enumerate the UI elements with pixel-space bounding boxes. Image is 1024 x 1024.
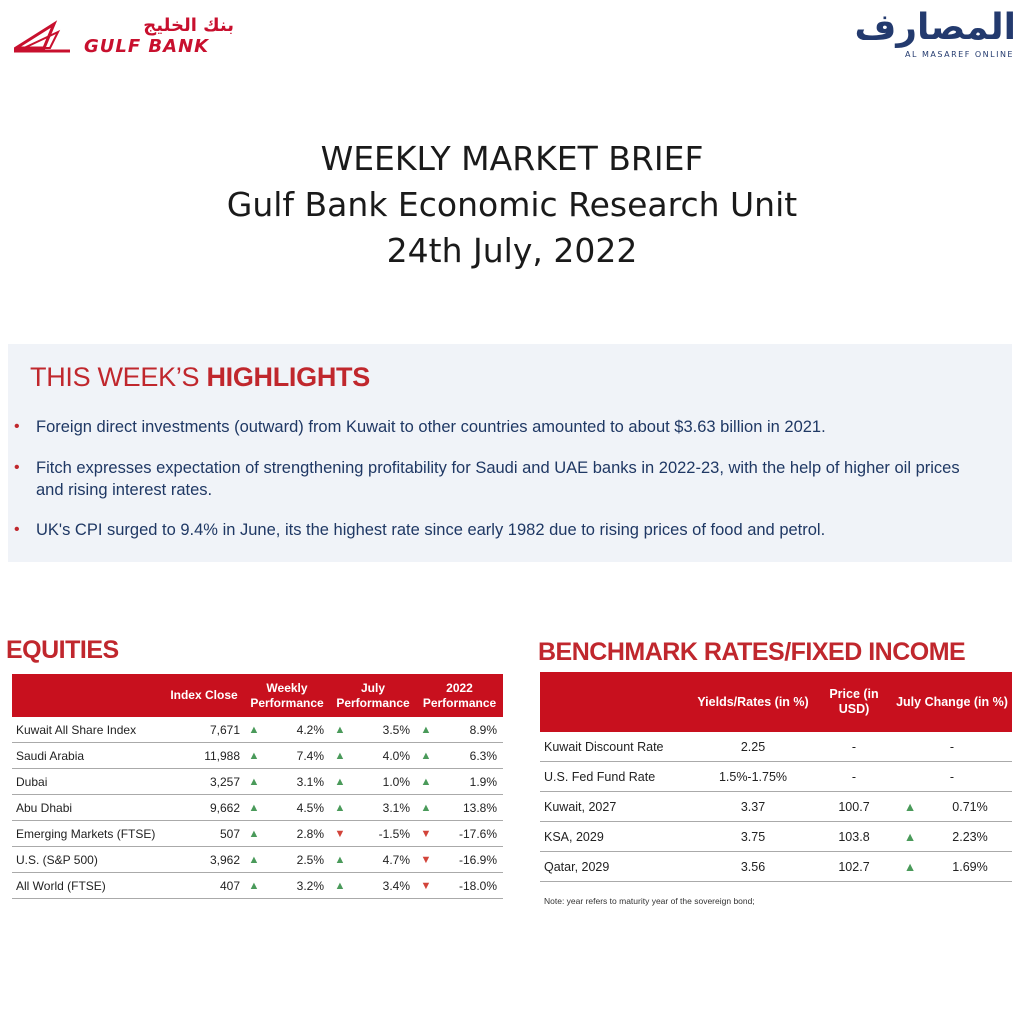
equities-row	[12, 717, 503, 743]
benchmark-price: -	[816, 732, 892, 762]
benchmark-price: -	[816, 762, 892, 792]
arrow-up-icon: ▲	[416, 717, 436, 743]
benchmark-yield: 2.25	[690, 732, 816, 762]
arrow-up-icon: ▲	[244, 769, 264, 795]
al-masaref-arabic-name: المصارف	[854, 7, 1016, 48]
equity-july-value: 3.1%	[350, 795, 416, 821]
benchmark-name: U.S. Fed Fund Rate	[540, 762, 690, 792]
equity-name: Abu Dhabi	[12, 795, 164, 821]
equities-table	[12, 674, 503, 899]
equity-july-value: 3.5%	[350, 717, 416, 743]
equities-header-weekly: Weekly Performance	[244, 674, 330, 717]
equity-close: 3,257	[164, 769, 244, 795]
arrow-up-icon: ▲	[244, 743, 264, 769]
al-masaref-latin-name: AL MASAREF ONLINE	[905, 50, 1014, 59]
equities-title: EQUITIES	[6, 636, 119, 664]
equity-name: Dubai	[12, 769, 164, 795]
arrow-up-icon: ▲	[416, 769, 436, 795]
arrow-down-icon: ▼	[330, 821, 350, 847]
highlight-text: UK's CPI surged to 9.4% in June, its the highest rate since early 1982 due to rising prices of food and petrol.	[36, 521, 826, 539]
highlight-text: Foreign direct investments (outward) from Kuwait to other countries amounted to about $3.63 billion in 2021.	[36, 418, 826, 436]
benchmark-change: 2.23%	[928, 822, 1012, 852]
equity-weekly-value: 3.1%	[264, 769, 330, 795]
equities-row	[12, 743, 503, 769]
benchmark-header-yield: Yields/Rates (in %)	[690, 672, 816, 732]
bullet-icon: •	[14, 521, 20, 538]
benchmark-change: 0.71%	[928, 792, 1012, 822]
equity-july-value: 4.0%	[350, 743, 416, 769]
benchmark-yield: 1.5%-1.75%	[690, 762, 816, 792]
arrow-up-icon: ▲	[244, 873, 264, 899]
arrow-up-icon: ▲	[330, 847, 350, 873]
equity-close: 7,671	[164, 717, 244, 743]
highlights-panel	[8, 344, 1012, 562]
benchmark-price: 102.7	[816, 852, 892, 882]
gulf-bank-arabic-name: بنك الخليج	[143, 15, 234, 36]
highlights-heading-bold: HIGHLIGHTS	[206, 362, 370, 392]
equities-header-ytd: 2022 Performance	[416, 674, 503, 717]
arrow-up-icon: ▲	[330, 795, 350, 821]
equity-weekly-value: 2.8%	[264, 821, 330, 847]
equity-ytd-value: 6.3%	[436, 743, 503, 769]
equities-row	[12, 873, 503, 899]
equity-name: U.S. (S&P 500)	[12, 847, 164, 873]
equity-ytd-value: 1.9%	[436, 769, 503, 795]
arrow-up-icon: ▲	[892, 822, 928, 852]
benchmark-note: Note: year refers to maturity year of the sovereign bond;	[544, 896, 755, 906]
equities-header-july: July Performance	[330, 674, 416, 717]
benchmark-row	[540, 792, 1012, 822]
title-line-3: 24th July, 2022	[386, 231, 638, 270]
highlights-heading	[30, 362, 370, 393]
title-line-1: WEEKLY MARKET BRIEF	[320, 139, 704, 178]
highlights-heading-prefix: THIS WEEK’S	[30, 362, 207, 392]
arrow-up-icon: ▲	[892, 852, 928, 882]
benchmark-header-change: July Change (in %)	[892, 672, 1012, 732]
gulf-bank-logo	[14, 14, 234, 60]
benchmark-title: BENCHMARK RATES/FIXED INCOME	[538, 638, 966, 666]
equity-weekly-value: 2.5%	[264, 847, 330, 873]
arrow-up-icon: ▲	[330, 743, 350, 769]
benchmark-change: -	[892, 732, 1012, 762]
arrow-up-icon: ▲	[416, 743, 436, 769]
equity-july-value: -1.5%	[350, 821, 416, 847]
equities-header-row	[12, 674, 503, 717]
equity-close: 3,962	[164, 847, 244, 873]
equity-name: Saudi Arabia	[12, 743, 164, 769]
title-line-2: Gulf Bank Economic Research Unit	[226, 185, 798, 224]
benchmark-name: Kuwait Discount Rate	[540, 732, 690, 762]
equities-row	[12, 847, 503, 873]
equity-weekly-value: 7.4%	[264, 743, 330, 769]
equity-ytd-value: 13.8%	[436, 795, 503, 821]
benchmark-row	[540, 762, 1012, 792]
gulf-bank-english-name: GULF BANK	[84, 36, 210, 57]
arrow-up-icon: ▲	[330, 717, 350, 743]
arrow-up-icon: ▲	[892, 792, 928, 822]
equity-ytd-value: 8.9%	[436, 717, 503, 743]
benchmark-yield: 3.56	[690, 852, 816, 882]
benchmark-row	[540, 732, 1012, 762]
bullet-icon: •	[14, 459, 20, 476]
equity-ytd-value: -18.0%	[436, 873, 503, 899]
equity-close: 407	[164, 873, 244, 899]
benchmark-name: KSA, 2029	[540, 822, 690, 852]
equity-close: 9,662	[164, 795, 244, 821]
benchmark-yield: 3.75	[690, 822, 816, 852]
benchmark-header-price: Price (in USD)	[816, 672, 892, 732]
equity-close: 507	[164, 821, 244, 847]
equity-name: All World (FTSE)	[12, 873, 164, 899]
equity-july-value: 1.0%	[350, 769, 416, 795]
equity-weekly-value: 4.5%	[264, 795, 330, 821]
benchmark-change: -	[892, 762, 1012, 792]
benchmark-table	[540, 672, 1012, 882]
arrow-down-icon: ▼	[416, 821, 436, 847]
arrow-up-icon: ▲	[244, 847, 264, 873]
report-title	[0, 136, 1024, 274]
arrow-up-icon: ▲	[244, 795, 264, 821]
bullet-icon: •	[14, 418, 20, 435]
benchmark-price: 100.7	[816, 792, 892, 822]
equity-weekly-value: 4.2%	[264, 717, 330, 743]
arrow-down-icon: ▼	[416, 847, 436, 873]
equities-header-name	[12, 674, 164, 717]
arrow-up-icon: ▲	[330, 873, 350, 899]
benchmark-price: 103.8	[816, 822, 892, 852]
benchmark-yield: 3.37	[690, 792, 816, 822]
highlight-text: Fitch expresses expectation of strengthening profitability for Saudi and UAE banks in 2022-23, with the help of higher oil prices and rising interest rates.	[36, 459, 960, 499]
arrow-up-icon: ▲	[244, 717, 264, 743]
equity-ytd-value: -16.9%	[436, 847, 503, 873]
benchmark-header-name	[540, 672, 690, 732]
arrow-down-icon: ▼	[416, 873, 436, 899]
benchmark-header-row	[540, 672, 1012, 732]
equity-name: Emerging Markets (FTSE)	[12, 821, 164, 847]
equity-close: 11,988	[164, 743, 244, 769]
equity-weekly-value: 3.2%	[264, 873, 330, 899]
al-masaref-logo	[836, 6, 1016, 62]
benchmark-name: Qatar, 2029	[540, 852, 690, 882]
equity-ytd-value: -17.6%	[436, 821, 503, 847]
equity-july-value: 3.4%	[350, 873, 416, 899]
arrow-up-icon: ▲	[330, 769, 350, 795]
arrow-up-icon: ▲	[244, 821, 264, 847]
benchmark-name: Kuwait, 2027	[540, 792, 690, 822]
benchmark-change: 1.69%	[928, 852, 1012, 882]
equities-row	[12, 821, 503, 847]
gulf-bank-sail-icon	[14, 18, 72, 56]
arrow-up-icon: ▲	[416, 795, 436, 821]
equity-july-value: 4.7%	[350, 847, 416, 873]
equities-row	[12, 795, 503, 821]
equities-row	[12, 769, 503, 795]
equity-name: Kuwait All Share Index	[12, 717, 164, 743]
benchmark-row	[540, 852, 1012, 882]
benchmark-row	[540, 822, 1012, 852]
equities-header-close: Index Close	[164, 674, 244, 717]
